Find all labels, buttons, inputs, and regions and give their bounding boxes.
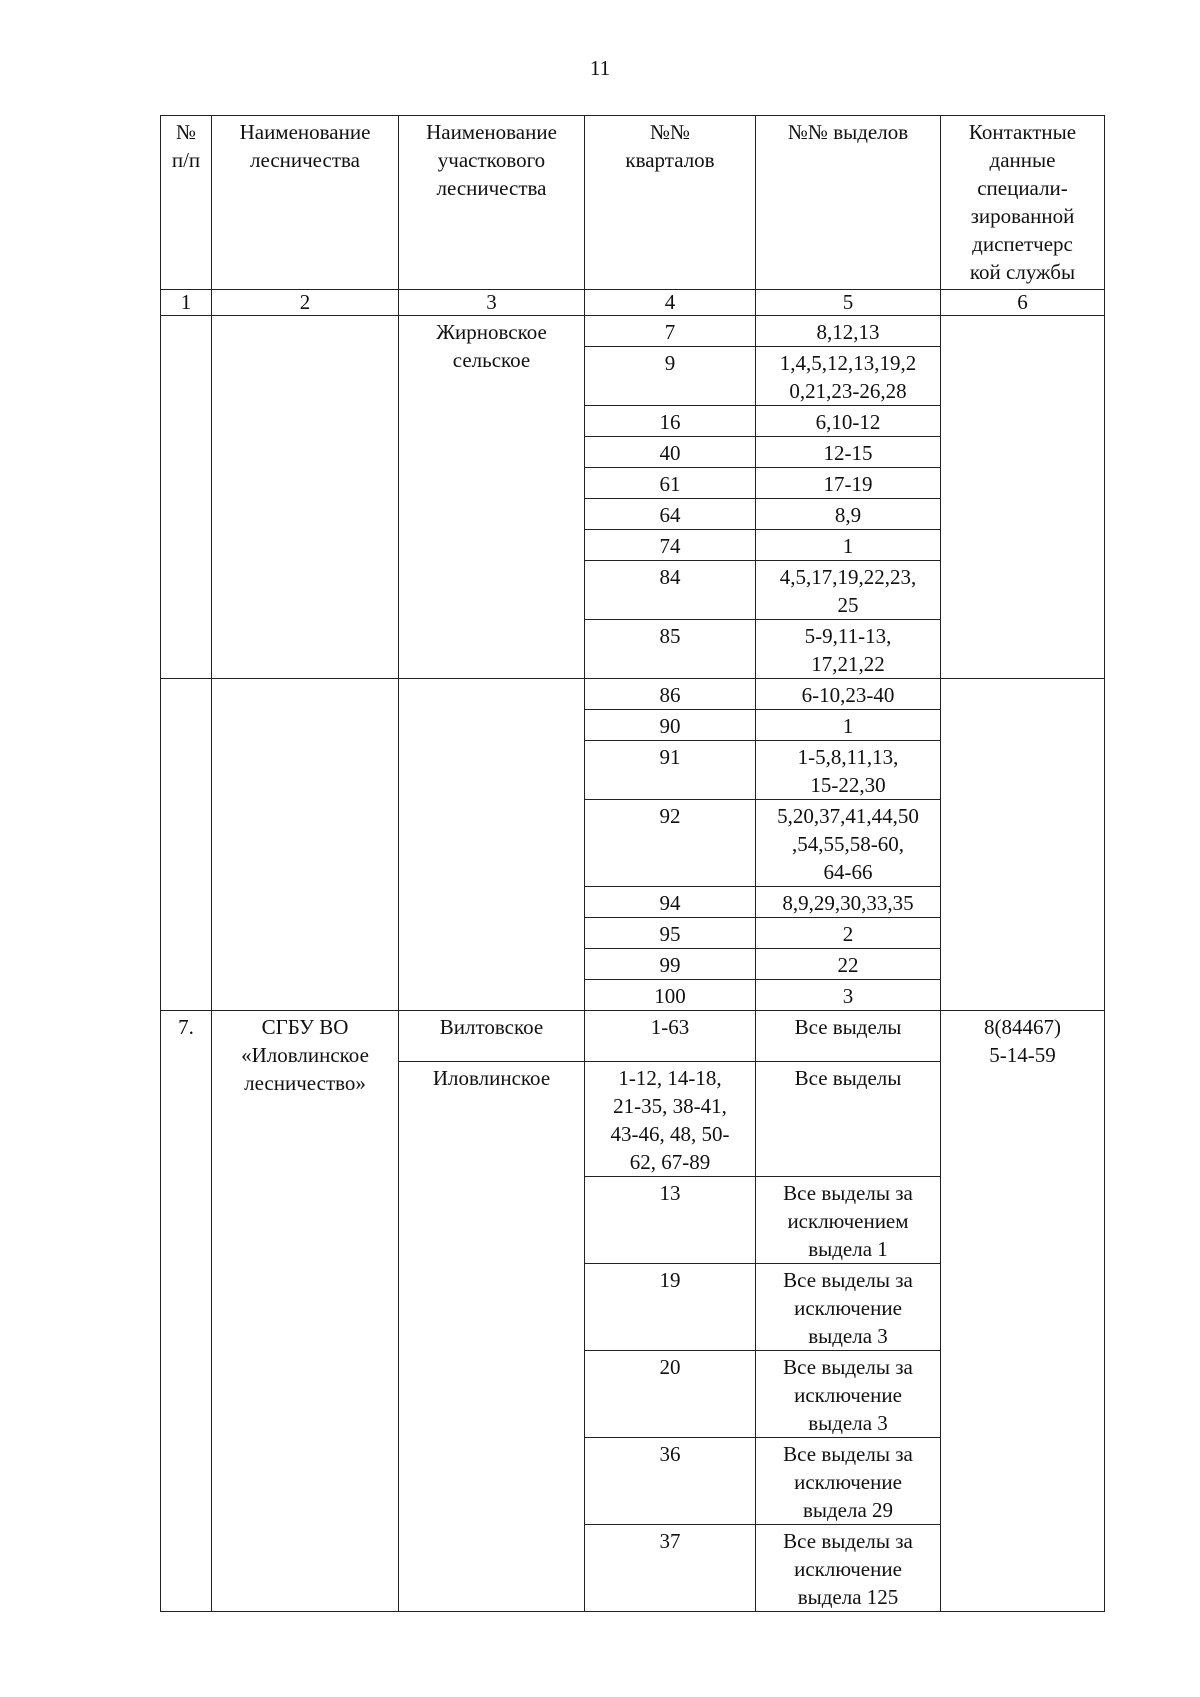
quarter-cell: 20: [585, 1351, 756, 1438]
district-cell: Иловлинское: [399, 1062, 585, 1612]
forestry-table: [160, 115, 1105, 1612]
plots-cell: 22: [756, 949, 941, 980]
quarter-cell: 36: [585, 1438, 756, 1525]
quarter-cell: 1-12, 14-18, 21-35, 38-41, 43-46, 48, 50- 62, 67-89: [585, 1062, 756, 1177]
plots-cell: Все выделы: [756, 1062, 941, 1177]
quarter-cell: 94: [585, 887, 756, 918]
quarter-cell: 99: [585, 949, 756, 980]
table-row: [161, 679, 1105, 710]
index-cell: 7.: [161, 1011, 212, 1612]
header-district: Наименование участкового лесничества: [399, 116, 585, 290]
block-zhirnovskoe: [161, 316, 1105, 679]
plots-cell: 6,10-12: [756, 406, 941, 437]
quarter-cell: 74: [585, 530, 756, 561]
quarter-cell: 85: [585, 620, 756, 679]
plots-cell: 17-19: [756, 468, 941, 499]
column-number-4: 4: [585, 290, 756, 316]
index-cell: [161, 316, 212, 679]
district-cell: Вилтовское: [399, 1011, 585, 1062]
quarter-cell: 84: [585, 561, 756, 620]
quarter-cell: 7: [585, 316, 756, 347]
header-plots: №№ выделов: [756, 116, 941, 290]
forestry-cell: СГБУ ВО «Иловлинское лесничество»: [212, 1011, 399, 1612]
quarter-cell: 95: [585, 918, 756, 949]
plots-cell: 5,20,37,41,44,50 ,54,55,58-60, 64-66: [756, 800, 941, 887]
plots-cell: 1: [756, 530, 941, 561]
column-number-2: 2: [212, 290, 399, 316]
plots-cell: Все выделы за исключение выдела 3: [756, 1264, 941, 1351]
quarter-cell: 100: [585, 980, 756, 1011]
header-forestry: Наименование лесничества: [212, 116, 399, 290]
column-number-6: 6: [941, 290, 1105, 316]
plots-cell: 12-15: [756, 437, 941, 468]
column-numbers-row: [161, 290, 1105, 316]
plots-cell: Все выделы за исключение выдела 3: [756, 1351, 941, 1438]
plots-cell: 5-9,11-13, 17,21,22: [756, 620, 941, 679]
block-ilovlinskoe: [161, 1011, 1105, 1612]
contact-cell: 8(84467) 5-14-59: [941, 1011, 1105, 1612]
quarter-cell: 40: [585, 437, 756, 468]
header-quarters: №№ кварталов: [585, 116, 756, 290]
quarter-cell: 16: [585, 406, 756, 437]
plots-cell: 8,12,13: [756, 316, 941, 347]
column-number-1: 1: [161, 290, 212, 316]
table-row: [161, 1011, 1105, 1062]
contact-cell: [941, 316, 1105, 679]
column-number-3: 3: [399, 290, 585, 316]
quarter-cell: 19: [585, 1264, 756, 1351]
header-index: № п/п: [161, 116, 212, 290]
block-continuation: [161, 679, 1105, 1011]
quarter-cell: 37: [585, 1525, 756, 1612]
quarter-cell: 92: [585, 800, 756, 887]
plots-cell: Все выделы за исключением выдела 1: [756, 1177, 941, 1264]
page-number: 11: [589, 56, 611, 80]
header-contacts: Контактные данные специали- зированной диспетчерс кой службы: [941, 116, 1105, 290]
table-row: [161, 316, 1105, 347]
quarter-cell: 64: [585, 499, 756, 530]
plots-cell: 2: [756, 918, 941, 949]
plots-cell: 8,9,29,30,33,35: [756, 887, 941, 918]
quarter-cell: 61: [585, 468, 756, 499]
plots-cell: 1-5,8,11,13, 15-22,30: [756, 741, 941, 800]
quarter-cell: 9: [585, 347, 756, 406]
plots-cell: 3: [756, 980, 941, 1011]
plots-cell: 8,9: [756, 499, 941, 530]
index-cell: [161, 679, 212, 1011]
quarter-cell: 13: [585, 1177, 756, 1264]
plots-cell: 6-10,23-40: [756, 679, 941, 710]
forestry-cell: [212, 316, 399, 679]
district-cell: [399, 679, 585, 1011]
plots-cell: Все выделы за исключение выдела 125: [756, 1525, 941, 1612]
plots-cell: Все выделы за исключение выдела 29: [756, 1438, 941, 1525]
district-cell: Жирновское сельское: [399, 316, 585, 679]
quarter-cell: 86: [585, 679, 756, 710]
plots-cell: 4,5,17,19,22,23, 25: [756, 561, 941, 620]
quarter-cell: 90: [585, 710, 756, 741]
header-row: [161, 116, 1105, 290]
column-number-5: 5: [756, 290, 941, 316]
plots-cell: Все выделы: [756, 1011, 941, 1062]
plots-cell: 1,4,5,12,13,19,2 0,21,23-26,28: [756, 347, 941, 406]
quarter-cell: 91: [585, 741, 756, 800]
contact-cell: [941, 679, 1105, 1011]
plots-cell: 1: [756, 710, 941, 741]
quarter-cell: 1-63: [585, 1011, 756, 1062]
forestry-cell: [212, 679, 399, 1011]
